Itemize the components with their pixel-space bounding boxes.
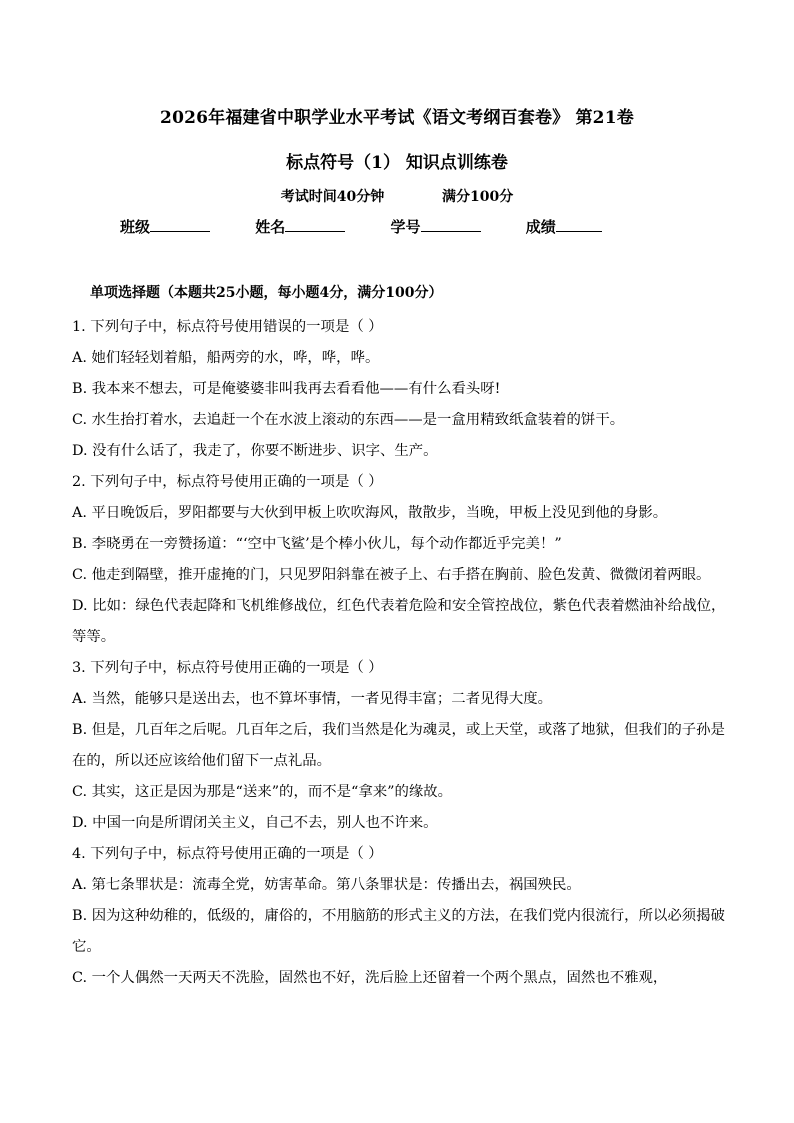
id-label: 学号	[390, 218, 421, 236]
name-blank[interactable]	[285, 217, 345, 232]
grade-label: 成绩	[525, 218, 556, 236]
question-stem: 2. 下列句子中，标点符号使用正确的一项是（ ）	[72, 474, 383, 490]
question-stem: 4. 下列句子中，标点符号使用正确的一项是（ ）	[72, 846, 383, 862]
exam-full-score: 满分100分	[442, 189, 514, 205]
question-option: A. 平日晚饭后，罗阳都要与大伙到甲板上吹吹海风，散散步，当晚，甲板上没见到他的身影。	[72, 505, 668, 521]
class-blank[interactable]	[150, 217, 210, 232]
question-option: C. 水生抬打着水，去追赶一个在水波上滚动的东西——是一盒用精致纸盒装着的饼干。	[72, 412, 625, 428]
exam-time: 考试时间40分钟	[280, 189, 385, 205]
id-blank[interactable]	[421, 217, 481, 232]
question-option: C. 一个人偶然一天两天不洗脸，固然也不好，洗后脸上还留着一个两个黑点，固然也不雅观，	[72, 970, 668, 986]
question-option: A. 当然，能够只是送出去，也不算坏事情，一者见得丰富；二者见得大度。	[72, 691, 553, 707]
exam-title: 2026年福建省中职学业水平考试《语文考纲百套卷》 第21卷	[160, 108, 634, 128]
student-info	[120, 216, 642, 237]
question-option: A. 她们轻轻划着船，船两旁的水，哗，哗，哗。	[72, 350, 380, 366]
exam-subtitle: 标点符号（1） 知识点训练卷	[286, 153, 508, 173]
question-option: B. 因为这种幼稚的，低级的，庸俗的，不用脑筋的形式主义的方法，在我们党内很流行，所以必须揭破它。	[72, 908, 725, 955]
question-option: D. 比如：绿色代表起降和飞机维修战位，红色代表着危险和安全管控战位，紫色代表着燃油补给战位，等等。	[72, 598, 726, 645]
id-field	[391, 216, 481, 237]
grade-blank[interactable]	[556, 217, 602, 232]
question-option: B. 但是，几百年之后呢。几百年之后，我们当然是化为魂灵，或上天堂，或落了地狱，但我们的子孙是在的，所以还应该给他们留下一点礼品。	[72, 722, 725, 769]
question-option: C. 其实，这正是因为那是“送来”的，而不是“拿来”的缘故。	[72, 784, 453, 800]
class-field	[120, 216, 210, 237]
exam-meta	[0, 186, 794, 206]
grade-field	[526, 216, 602, 237]
question-option: B. 李晓勇在一旁赞扬道：“‘空中飞鲨’是个棒小伙儿，每个动作都近乎完美！”	[72, 536, 562, 552]
questions-body	[72, 312, 732, 994]
question-option: D. 没有什么话了，我走了，你要不断进步、识字、生产。	[72, 443, 438, 459]
section-heading: 单项选择题（本题共25小题，每小题4分，满分100分）	[90, 285, 443, 301]
class-label: 班级	[120, 218, 151, 236]
question-stem: 1. 下列句子中，标点符号使用错误的一项是（ ）	[72, 319, 383, 335]
name-field	[255, 216, 345, 237]
name-label: 姓名	[255, 218, 286, 236]
question-option: A. 第七条罪状是：流毒全党，妨害革命。第八条罪状是：传播出去，祸国殃民。	[72, 877, 581, 893]
question-stem: 3. 下列句子中，标点符号使用正确的一项是（ ）	[72, 660, 383, 676]
question-option: C. 他走到隔壁，推开虚掩的门，只见罗阳斜靠在被子上、右手搭在胸前、脸色发黄、微微闭着两眼。	[72, 567, 711, 583]
question-option: B. 我本来不想去，可是俺婆婆非叫我再去看看他——有什么看头呀!	[72, 381, 501, 397]
question-option: D. 中国一向是所谓闭关主义，自己不去，别人也不许来。	[72, 815, 438, 831]
